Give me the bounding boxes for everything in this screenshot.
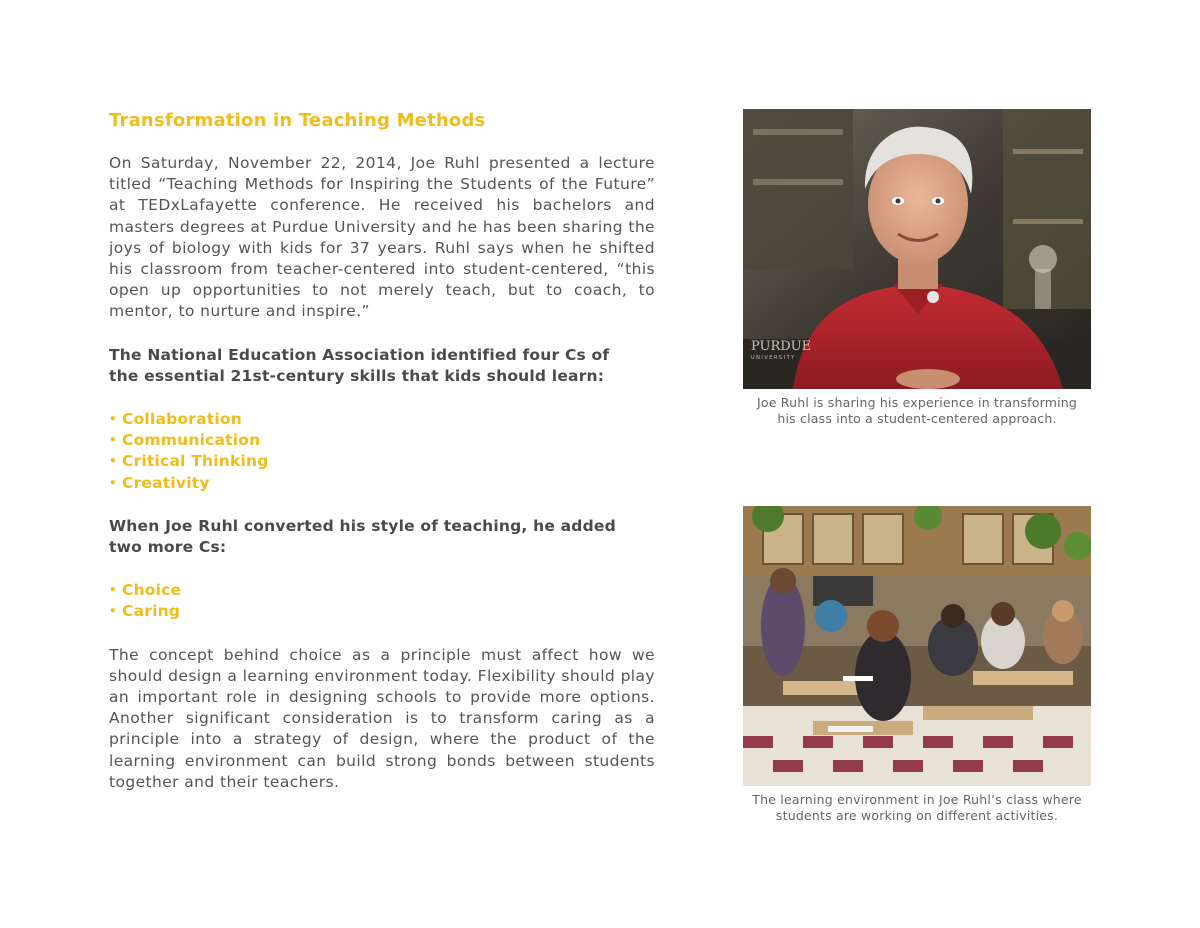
two-cs-lead <box>109 516 655 558</box>
portrait-figure <box>743 109 1091 426</box>
four-cs-lead <box>109 345 655 387</box>
list-item: • Choice <box>109 580 655 601</box>
bullet-icon: • <box>109 475 117 490</box>
list-item: • Creativity <box>109 473 655 494</box>
four-cs-lead-line2: the essential 21st-century skills that kids should learn: <box>109 366 605 385</box>
bullet-icon: • <box>109 454 117 469</box>
page-title: Transformation in Teaching Methods <box>109 110 486 131</box>
portrait-caption: Joe Ruhl is sharing his experience in transforming his class into a student-centered approach. <box>756 395 1078 426</box>
bullet-icon: • <box>109 433 117 448</box>
list-item: • Communication <box>109 430 655 451</box>
list-item: • Critical Thinking <box>109 451 655 472</box>
classroom-caption: The learning environment in Joe Ruhl’s class where students are working on different activities. <box>752 792 1082 823</box>
portrait-photo <box>743 109 1091 389</box>
bullet-icon: • <box>109 604 117 619</box>
article-column <box>109 109 655 793</box>
four-cs-lead-line1: The National Education Association identified four Cs of <box>109 345 610 364</box>
portrait-illustration <box>743 109 1091 389</box>
two-cs-lead-line2: two more Cs: <box>109 538 227 557</box>
list-item: • Caring <box>109 601 655 622</box>
classroom-photo <box>743 506 1091 786</box>
intro-paragraph: On Saturday, November 22, 2014, Joe Ruhl presented a lecture titled “Teaching Methods for Inspiring the Students of the Future” at TEDxLafayette conference. He received his bachelors and masters degrees at Purdue University and he has been sharing the joys of biology with kids for 37 years. Ruhl says when he shifted his classroom from teacher-centered into student-centered, “this open up opportunities to not merely teach, but to coach, to mentor, to nurture and inspire.” <box>109 154 655 321</box>
four-cs-list <box>109 409 655 494</box>
classroom-figure <box>743 506 1091 823</box>
two-cs-lead-line1: When Joe Ruhl converted his style of teaching, he added <box>109 516 616 535</box>
list-item: • Collaboration <box>109 409 655 430</box>
classroom-illustration <box>743 506 1091 786</box>
bullet-icon: • <box>109 583 117 598</box>
watermark-text: PURDUE <box>751 339 812 354</box>
closing-paragraph: The concept behind choice as a principle must affect how we should design a learning environment today. Flexibility should play an important role in designing schools to provide more options. Another significant consideration is to transform caring as a principle into a strategy of design, where the product of the learning environment can build strong bonds between students together and their teachers. <box>109 645 655 791</box>
two-cs-list <box>109 580 655 622</box>
watermark-subtext: UNIVERSITY <box>751 355 796 361</box>
bullet-icon: • <box>109 412 117 427</box>
